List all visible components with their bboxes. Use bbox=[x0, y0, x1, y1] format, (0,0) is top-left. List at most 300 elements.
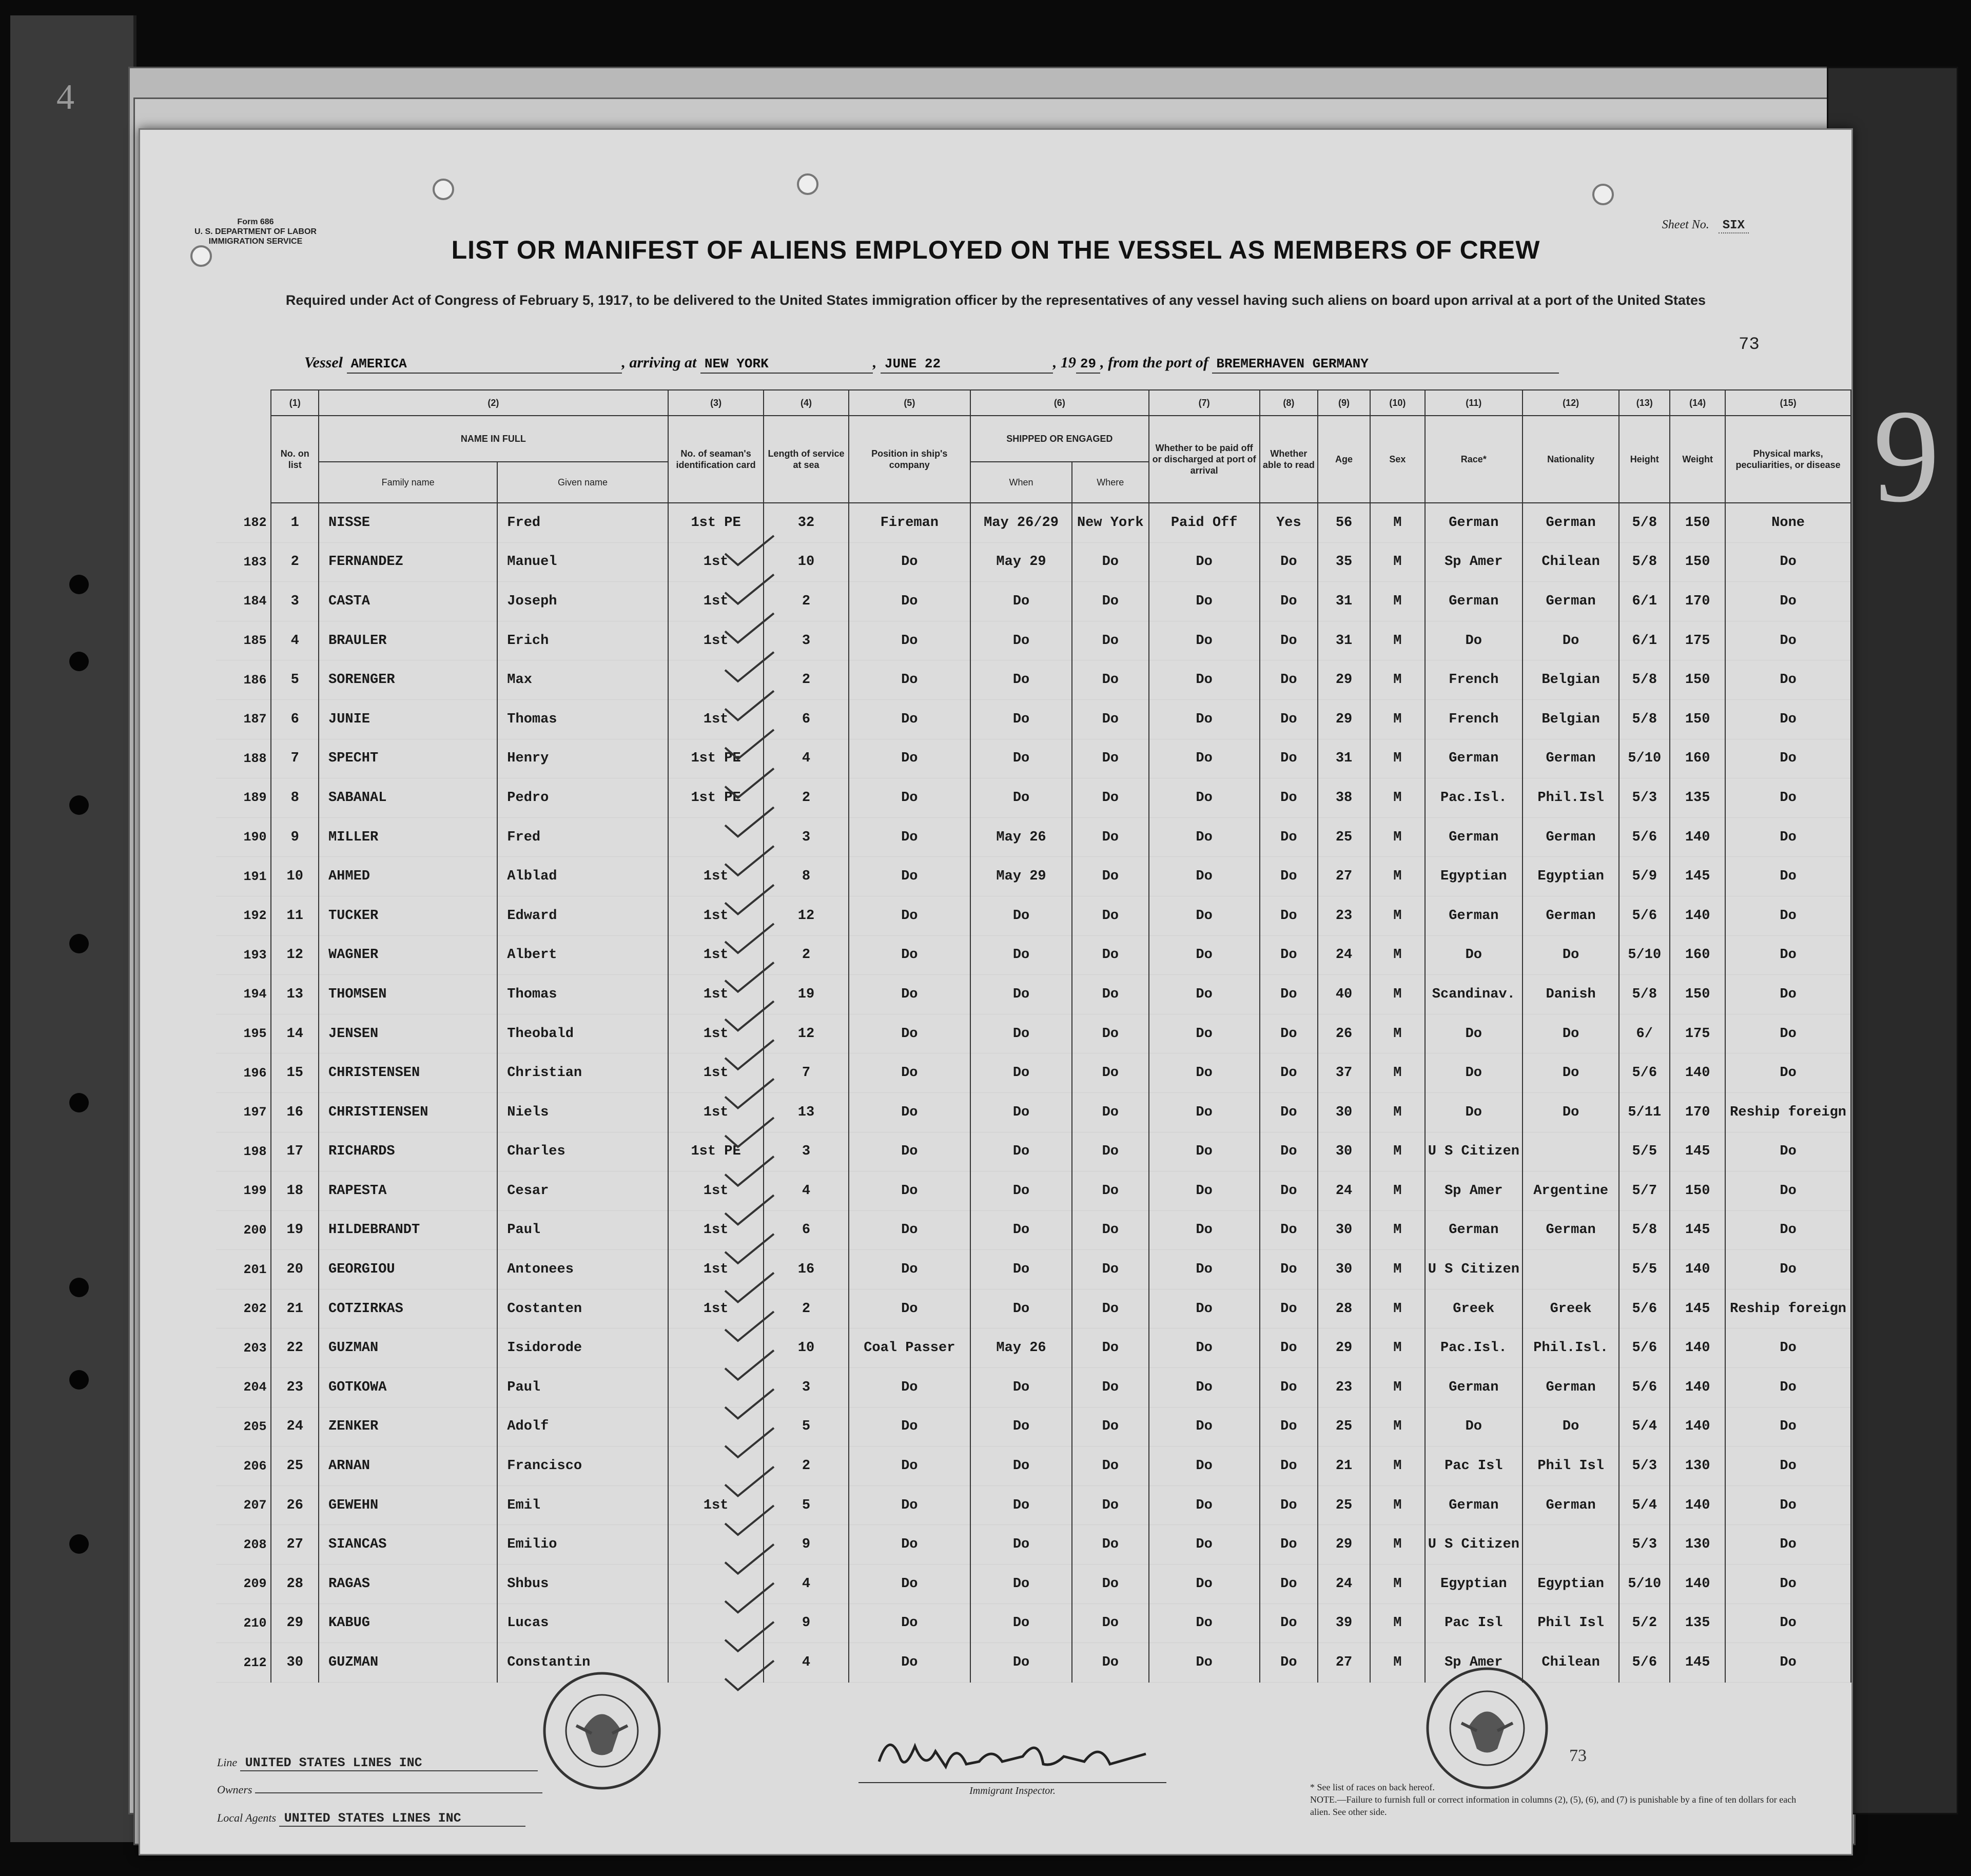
cell-age: 25 bbox=[1318, 1407, 1370, 1447]
cell-where: Do bbox=[1072, 896, 1149, 935]
cell-sex: M bbox=[1370, 1407, 1425, 1447]
cell-no: 8 bbox=[271, 778, 319, 818]
cell-no: 3 bbox=[271, 582, 319, 621]
cell-age: 26 bbox=[1318, 1014, 1370, 1053]
cell-card: 1st bbox=[668, 896, 764, 935]
cell-height: 6/1 bbox=[1619, 621, 1670, 660]
cell-paid: Do bbox=[1149, 1132, 1260, 1171]
department-name: U. S. DEPARTMENT OF LABOR bbox=[194, 227, 317, 236]
agents-value: UNITED STATES LINES INC bbox=[279, 1811, 525, 1827]
table-row bbox=[216, 935, 1851, 975]
cell-read: Do bbox=[1260, 1525, 1318, 1565]
cell-race: Egyptian bbox=[1425, 857, 1523, 896]
cell-given: Joseph bbox=[497, 582, 668, 621]
table-row bbox=[216, 1486, 1851, 1525]
cell-age: 25 bbox=[1318, 1486, 1370, 1525]
cell-line: 185 bbox=[216, 621, 271, 660]
cell-age: 27 bbox=[1318, 1643, 1370, 1683]
cell-marks: Do bbox=[1725, 1250, 1851, 1289]
cell-race: Do bbox=[1425, 621, 1523, 660]
cell-card: 1st bbox=[668, 1171, 764, 1211]
cell-card: 1st bbox=[668, 975, 764, 1014]
header-when: When bbox=[970, 462, 1072, 503]
cell-marks: Do bbox=[1725, 1643, 1851, 1683]
cell-age: 56 bbox=[1318, 503, 1370, 542]
cell-card: 1st bbox=[668, 542, 764, 582]
cell-position: Do bbox=[849, 778, 971, 818]
year-prefix: , 19 bbox=[1052, 354, 1076, 371]
cell-paid: Do bbox=[1149, 1407, 1260, 1447]
binder-strip bbox=[10, 15, 136, 1842]
cell-read: Do bbox=[1260, 1132, 1318, 1171]
cell-position: Do bbox=[849, 1643, 971, 1683]
cell-read: Do bbox=[1260, 739, 1318, 778]
cell-weight: 145 bbox=[1670, 857, 1725, 896]
cell-nat bbox=[1523, 1132, 1619, 1171]
cell-weight: 140 bbox=[1670, 1053, 1725, 1093]
footnote-races: * See list of races on back hereof. bbox=[1310, 1782, 1435, 1792]
cell-card bbox=[668, 1604, 764, 1643]
cell-service: 4 bbox=[764, 739, 848, 778]
cell-service: 10 bbox=[764, 1328, 848, 1368]
cell-no: 13 bbox=[271, 975, 319, 1014]
cell-weight: 150 bbox=[1670, 503, 1725, 542]
cell-weight: 175 bbox=[1670, 621, 1725, 660]
punch-hole bbox=[797, 173, 818, 195]
cell-read: Do bbox=[1260, 542, 1318, 582]
cell-marks: Do bbox=[1725, 1132, 1851, 1171]
cell-height: 5/2 bbox=[1619, 1604, 1670, 1643]
cell-no: 10 bbox=[271, 857, 319, 896]
cell-when: Do bbox=[970, 1132, 1072, 1171]
cell-no: 2 bbox=[271, 542, 319, 582]
cell-marks: Do bbox=[1725, 739, 1851, 778]
cell-nat bbox=[1523, 1250, 1619, 1289]
cell-card: 1st bbox=[668, 857, 764, 896]
cell-marks: Do bbox=[1725, 817, 1851, 857]
cell-when: Do bbox=[970, 621, 1072, 660]
binder-hole bbox=[69, 1534, 89, 1554]
cell-position: Do bbox=[849, 1132, 971, 1171]
cell-marks: Do bbox=[1725, 582, 1851, 621]
cell-read: Do bbox=[1260, 1250, 1318, 1289]
cell-marks: Do bbox=[1725, 1171, 1851, 1211]
cell-paid: Do bbox=[1149, 739, 1260, 778]
service-name: IMMIGRATION SERVICE bbox=[208, 237, 303, 246]
cell-no: 12 bbox=[271, 935, 319, 975]
cell-read: Yes bbox=[1260, 503, 1318, 542]
cell-family: JUNIE bbox=[319, 699, 497, 739]
cell-race: U S Citizen bbox=[1425, 1525, 1523, 1565]
cell-race: Scandinav. bbox=[1425, 975, 1523, 1014]
cell-when: Do bbox=[970, 1565, 1072, 1604]
cell-nat: Do bbox=[1523, 935, 1619, 975]
cell-read: Do bbox=[1260, 1171, 1318, 1211]
cell-given: Paul bbox=[497, 1368, 668, 1408]
cell-where: Do bbox=[1072, 817, 1149, 857]
cell-sex: M bbox=[1370, 975, 1425, 1014]
cell-no: 5 bbox=[271, 660, 319, 700]
cell-when: Do bbox=[970, 1210, 1072, 1250]
cell-family: CASTA bbox=[319, 582, 497, 621]
cell-position: Do bbox=[849, 975, 971, 1014]
cell-age: 29 bbox=[1318, 1525, 1370, 1565]
header-where: Where bbox=[1072, 462, 1149, 503]
cell-no: 24 bbox=[271, 1407, 319, 1447]
cell-nat: Do bbox=[1523, 1014, 1619, 1053]
cell-position: Do bbox=[849, 817, 971, 857]
cell-sex: M bbox=[1370, 582, 1425, 621]
cell-nat: Argentine bbox=[1523, 1171, 1619, 1211]
cell-line: 212 bbox=[216, 1643, 271, 1683]
cell-race: French bbox=[1425, 660, 1523, 700]
cell-where: Do bbox=[1072, 739, 1149, 778]
cell-paid: Do bbox=[1149, 1092, 1260, 1132]
cell-read: Do bbox=[1260, 1407, 1318, 1447]
cell-position: Coal Passer bbox=[849, 1328, 971, 1368]
cell-nat: Do bbox=[1523, 1092, 1619, 1132]
sheet-number bbox=[1662, 218, 1749, 232]
cell-card: 1st bbox=[668, 1289, 764, 1328]
cell-no: 11 bbox=[271, 896, 319, 935]
cell-given: Adolf bbox=[497, 1407, 668, 1447]
cell-service: 3 bbox=[764, 1368, 848, 1408]
cell-age: 39 bbox=[1318, 1604, 1370, 1643]
cell-sex: M bbox=[1370, 1447, 1425, 1486]
cell-family: SIANCAS bbox=[319, 1525, 497, 1565]
table-row bbox=[216, 1525, 1851, 1565]
corner-pencil-mark: 4 bbox=[56, 77, 74, 117]
cell-family: COTZIRKAS bbox=[319, 1289, 497, 1328]
cell-card: 1st bbox=[668, 582, 764, 621]
cell-height: 5/8 bbox=[1619, 699, 1670, 739]
cell-age: 24 bbox=[1318, 1171, 1370, 1211]
cell-given: Thomas bbox=[497, 975, 668, 1014]
cell-given: Pedro bbox=[497, 778, 668, 818]
cell-read: Do bbox=[1260, 1368, 1318, 1408]
cell-given: Paul bbox=[497, 1210, 668, 1250]
cell-given: Fred bbox=[497, 503, 668, 542]
cell-family: SABANAL bbox=[319, 778, 497, 818]
cell-no: 18 bbox=[271, 1171, 319, 1211]
cell-nat: Do bbox=[1523, 1407, 1619, 1447]
cell-nat: Phil.Isl bbox=[1523, 778, 1619, 818]
table-row bbox=[216, 1643, 1851, 1683]
stamp-number: 73 bbox=[1569, 1746, 1587, 1765]
cell-line: 184 bbox=[216, 582, 271, 621]
cell-height: 5/7 bbox=[1619, 1171, 1670, 1211]
cell-read: Do bbox=[1260, 975, 1318, 1014]
cell-service: 2 bbox=[764, 778, 848, 818]
cell-where: Do bbox=[1072, 975, 1149, 1014]
cell-given: Albert bbox=[497, 935, 668, 975]
cell-read: Do bbox=[1260, 817, 1318, 857]
cell-card: 1st bbox=[668, 1092, 764, 1132]
cell-given: Emilio bbox=[497, 1525, 668, 1565]
cell-service: 7 bbox=[764, 1053, 848, 1093]
cell-family: GEORGIOU bbox=[319, 1250, 497, 1289]
cell-card: 1st bbox=[668, 1486, 764, 1525]
cell-service: 6 bbox=[764, 1210, 848, 1250]
cell-marks: Reship foreign bbox=[1725, 1092, 1851, 1132]
document-subtitle: Required under Act of Congress of February 5, 1917, to be delivered to the United States immigration officer by the representatives of any vessel having such aliens on board upon arrival at a port of the United States bbox=[285, 292, 1706, 308]
cell-weight: 140 bbox=[1670, 817, 1725, 857]
column-number: (14) bbox=[1670, 390, 1725, 416]
cell-card bbox=[668, 817, 764, 857]
cell-sex: M bbox=[1370, 1368, 1425, 1408]
cell-read: Do bbox=[1260, 1092, 1318, 1132]
cell-sex: M bbox=[1370, 503, 1425, 542]
cell-family: ARNAN bbox=[319, 1447, 497, 1486]
cell-nat: Do bbox=[1523, 621, 1619, 660]
table-row bbox=[216, 1604, 1851, 1643]
cell-line: 188 bbox=[216, 739, 271, 778]
cell-sex: M bbox=[1370, 1643, 1425, 1683]
cell-height: 5/6 bbox=[1619, 1328, 1670, 1368]
cell-no: 25 bbox=[271, 1447, 319, 1486]
cell-marks: Do bbox=[1725, 1486, 1851, 1525]
cell-height: 5/6 bbox=[1619, 1289, 1670, 1328]
cell-race: Do bbox=[1425, 1053, 1523, 1093]
page-number: 73 bbox=[1739, 335, 1760, 355]
cell-nat: Danish bbox=[1523, 975, 1619, 1014]
cell-height: 6/1 bbox=[1619, 582, 1670, 621]
cell-card: 1st bbox=[668, 621, 764, 660]
cell-sex: M bbox=[1370, 1092, 1425, 1132]
cell-nat: German bbox=[1523, 1486, 1619, 1525]
cell-race: French bbox=[1425, 699, 1523, 739]
cell-no: 26 bbox=[271, 1486, 319, 1525]
cell-weight: 145 bbox=[1670, 1643, 1725, 1683]
cell-card bbox=[668, 1643, 764, 1683]
cell-sex: M bbox=[1370, 1328, 1425, 1368]
cell-nat bbox=[1523, 1525, 1619, 1565]
cell-paid: Do bbox=[1149, 1486, 1260, 1525]
binder-hole bbox=[69, 795, 89, 815]
cell-height: 5/9 bbox=[1619, 857, 1670, 896]
table-row bbox=[216, 1171, 1851, 1211]
cell-sex: M bbox=[1370, 739, 1425, 778]
sheet-number-label: Sheet No. bbox=[1662, 218, 1709, 231]
cell-when: Do bbox=[970, 935, 1072, 975]
cell-where: Do bbox=[1072, 1092, 1149, 1132]
cell-read: Do bbox=[1260, 621, 1318, 660]
cell-race: Do bbox=[1425, 1014, 1523, 1053]
cell-weight: 170 bbox=[1670, 1092, 1725, 1132]
cell-race: U S Citizen bbox=[1425, 1250, 1523, 1289]
cell-given: Cesar bbox=[497, 1171, 668, 1211]
cell-no: 1 bbox=[271, 503, 319, 542]
cell-race: German bbox=[1425, 1486, 1523, 1525]
cell-service: 2 bbox=[764, 660, 848, 700]
cell-height: 5/11 bbox=[1619, 1092, 1670, 1132]
cell-family: AHMED bbox=[319, 857, 497, 896]
cell-marks: Do bbox=[1725, 1014, 1851, 1053]
cell-read: Do bbox=[1260, 1053, 1318, 1093]
cell-weight: 140 bbox=[1670, 1368, 1725, 1408]
header-able-to-read: Whether able to read bbox=[1260, 416, 1318, 503]
cell-line: 191 bbox=[216, 857, 271, 896]
cell-sex: M bbox=[1370, 896, 1425, 935]
cell-no: 23 bbox=[271, 1368, 319, 1408]
cell-age: 23 bbox=[1318, 896, 1370, 935]
punch-hole bbox=[433, 179, 454, 200]
cell-service: 2 bbox=[764, 582, 848, 621]
cell-given: Thomas bbox=[497, 699, 668, 739]
cell-given: Fred bbox=[497, 817, 668, 857]
cell-card: 1st bbox=[668, 1250, 764, 1289]
cell-position: Do bbox=[849, 1604, 971, 1643]
cell-paid: Do bbox=[1149, 1447, 1260, 1486]
table-row bbox=[216, 699, 1851, 739]
cell-sex: M bbox=[1370, 817, 1425, 857]
binder-hole bbox=[69, 575, 89, 594]
column-number: (4) bbox=[764, 390, 848, 416]
cell-position: Do bbox=[849, 1053, 971, 1093]
cell-where: Do bbox=[1072, 1447, 1149, 1486]
cell-line: 200 bbox=[216, 1210, 271, 1250]
cell-height: 5/6 bbox=[1619, 817, 1670, 857]
table-row bbox=[216, 857, 1851, 896]
cell-no: 14 bbox=[271, 1014, 319, 1053]
cell-weight: 175 bbox=[1670, 1014, 1725, 1053]
cell-nat: Belgian bbox=[1523, 660, 1619, 700]
cell-where: Do bbox=[1072, 699, 1149, 739]
cell-age: 24 bbox=[1318, 935, 1370, 975]
binder-hole bbox=[69, 1093, 89, 1112]
cell-height: 5/5 bbox=[1619, 1250, 1670, 1289]
cell-sex: M bbox=[1370, 1250, 1425, 1289]
cell-race: German bbox=[1425, 1368, 1523, 1408]
cell-paid: Do bbox=[1149, 1289, 1260, 1328]
cell-when: Do bbox=[970, 1486, 1072, 1525]
cell-race: German bbox=[1425, 739, 1523, 778]
cell-family: GEWEHN bbox=[319, 1486, 497, 1525]
table-row bbox=[216, 1132, 1851, 1171]
cell-line: 194 bbox=[216, 975, 271, 1014]
cell-position: Do bbox=[849, 739, 971, 778]
cell-given: Theobald bbox=[497, 1014, 668, 1053]
cell-age: 21 bbox=[1318, 1447, 1370, 1486]
cell-marks: None bbox=[1725, 503, 1851, 542]
cell-height: 5/3 bbox=[1619, 1525, 1670, 1565]
cell-when: Do bbox=[970, 1407, 1072, 1447]
cell-paid: Paid Off bbox=[1149, 503, 1260, 542]
cell-card bbox=[668, 660, 764, 700]
cell-given: Alblad bbox=[497, 857, 668, 896]
table-row bbox=[216, 778, 1851, 818]
column-number: (8) bbox=[1260, 390, 1318, 416]
cell-read: Do bbox=[1260, 582, 1318, 621]
cell-card: 1st bbox=[668, 935, 764, 975]
cell-marks: Do bbox=[1725, 1447, 1851, 1486]
table-row bbox=[216, 1053, 1851, 1093]
header-shipped-or-engaged: SHIPPED OR ENGAGED bbox=[970, 416, 1148, 462]
cell-paid: Do bbox=[1149, 778, 1260, 818]
table-row bbox=[216, 1447, 1851, 1486]
cell-where: Do bbox=[1072, 582, 1149, 621]
cell-position: Do bbox=[849, 1210, 971, 1250]
cell-line: 197 bbox=[216, 1092, 271, 1132]
cell-when: Do bbox=[970, 1643, 1072, 1683]
cell-service: 32 bbox=[764, 503, 848, 542]
cell-where: Do bbox=[1072, 660, 1149, 700]
column-number-row bbox=[216, 390, 1851, 416]
cell-height: 5/8 bbox=[1619, 542, 1670, 582]
cell-race: Sp Amer bbox=[1425, 542, 1523, 582]
cell-marks: Do bbox=[1725, 857, 1851, 896]
cell-position: Do bbox=[849, 621, 971, 660]
binder-hole bbox=[69, 1278, 89, 1297]
cell-age: 37 bbox=[1318, 1053, 1370, 1093]
cell-card bbox=[668, 1565, 764, 1604]
cell-sex: M bbox=[1370, 857, 1425, 896]
cell-paid: Do bbox=[1149, 935, 1260, 975]
manifest-sheet bbox=[139, 128, 1853, 1855]
cell-service: 5 bbox=[764, 1407, 848, 1447]
cell-weight: 140 bbox=[1670, 1250, 1725, 1289]
cell-card: 1st PE bbox=[668, 503, 764, 542]
cell-given: Erich bbox=[497, 621, 668, 660]
cell-height: 5/4 bbox=[1619, 1486, 1670, 1525]
cell-service: 5 bbox=[764, 1486, 848, 1525]
cell-service: 2 bbox=[764, 1289, 848, 1328]
cell-line: 205 bbox=[216, 1407, 271, 1447]
cell-where: Do bbox=[1072, 857, 1149, 896]
cell-marks: Do bbox=[1725, 1604, 1851, 1643]
cell-marks: Do bbox=[1725, 896, 1851, 935]
cell-paid: Do bbox=[1149, 896, 1260, 935]
cell-line: 203 bbox=[216, 1328, 271, 1368]
cell-position: Do bbox=[849, 1368, 971, 1408]
cell-family: GOTKOWA bbox=[319, 1368, 497, 1408]
cell-read: Do bbox=[1260, 1447, 1318, 1486]
cell-line: 195 bbox=[216, 1014, 271, 1053]
binder-hole bbox=[69, 1370, 89, 1390]
cell-weight: 140 bbox=[1670, 1328, 1725, 1368]
cell-weight: 160 bbox=[1670, 935, 1725, 975]
cell-given: Costanten bbox=[497, 1289, 668, 1328]
cell-where: Do bbox=[1072, 1053, 1149, 1093]
cell-where: Do bbox=[1072, 1525, 1149, 1565]
cell-paid: Do bbox=[1149, 975, 1260, 1014]
cell-age: 24 bbox=[1318, 1565, 1370, 1604]
cell-family: HILDEBRANDT bbox=[319, 1210, 497, 1250]
agents-field bbox=[217, 1811, 525, 1827]
column-number: (2) bbox=[319, 390, 668, 416]
cell-given: Shbus bbox=[497, 1565, 668, 1604]
cell-where: Do bbox=[1072, 621, 1149, 660]
binder-hole bbox=[69, 652, 89, 671]
cell-sex: M bbox=[1370, 1132, 1425, 1171]
cell-weight: 140 bbox=[1670, 896, 1725, 935]
cell-paid: Do bbox=[1149, 1643, 1260, 1683]
header-nationality: Nationality bbox=[1523, 416, 1619, 503]
cell-height: 5/6 bbox=[1619, 896, 1670, 935]
cell-nat: German bbox=[1523, 582, 1619, 621]
cell-sex: M bbox=[1370, 935, 1425, 975]
cell-read: Do bbox=[1260, 1643, 1318, 1683]
cell-marks: Do bbox=[1725, 975, 1851, 1014]
column-number: (6) bbox=[970, 390, 1148, 416]
cell-sex: M bbox=[1370, 1565, 1425, 1604]
cell-age: 29 bbox=[1318, 1328, 1370, 1368]
cell-read: Do bbox=[1260, 1604, 1318, 1643]
cell-when: Do bbox=[970, 699, 1072, 739]
cell-family: GUZMAN bbox=[319, 1328, 497, 1368]
cell-sex: M bbox=[1370, 1525, 1425, 1565]
cell-weight: 135 bbox=[1670, 778, 1725, 818]
